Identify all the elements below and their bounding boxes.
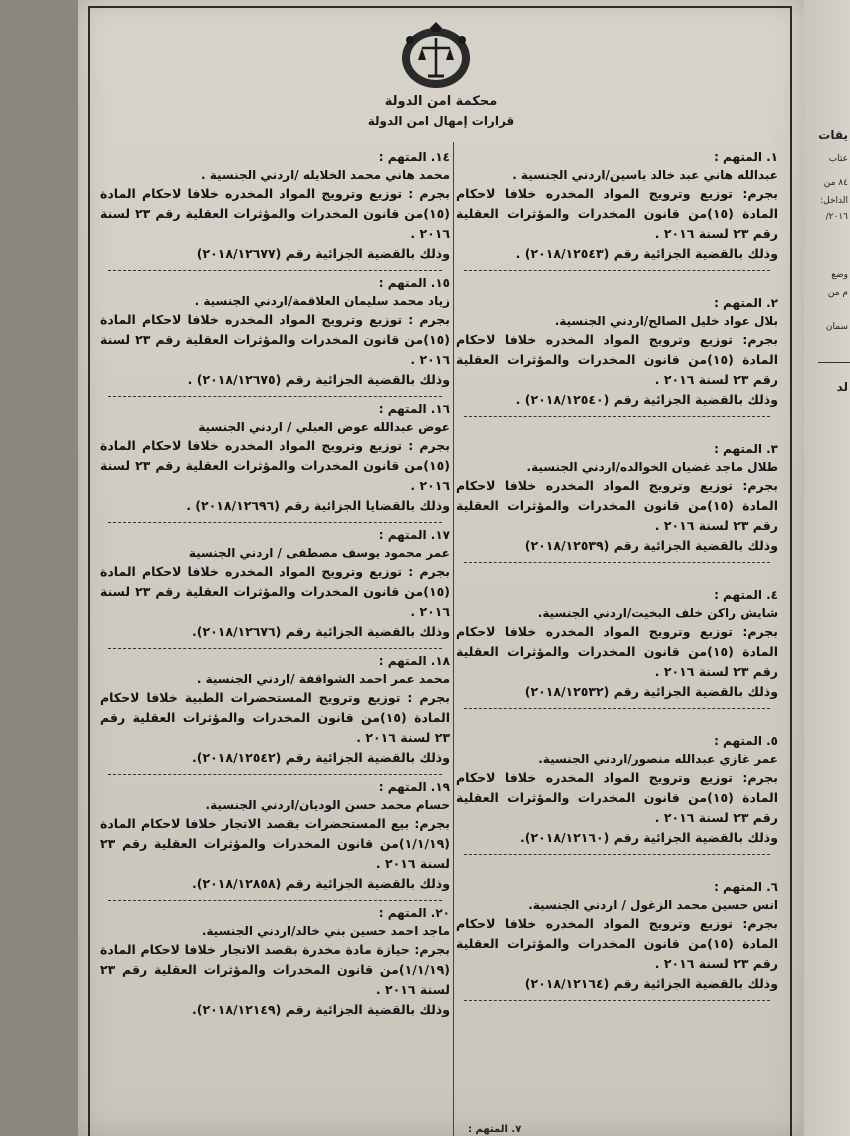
entry-case: وذلك بالقضية الجزائية رقم (٢٠١٨/١٢٥٤٠) . bbox=[515, 392, 778, 407]
entry-name: زياد محمد سليمان العلاقمة/اردني الجنسية . bbox=[194, 294, 450, 308]
column-divider bbox=[453, 142, 454, 1136]
strip-text: عتاب bbox=[828, 154, 848, 164]
entry-name: شايش راكن خلف البخيت/اردني الجنسية. bbox=[537, 606, 778, 620]
entry-case: وذلك بالقضية الجزائية رقم (٢٠١٨/١٢٥٣٢) bbox=[524, 684, 778, 699]
entry-number: ٢٠. المتهم : bbox=[378, 906, 450, 920]
entry-name: حسام محمد حسن الوديان/اردني الجنسية. bbox=[205, 798, 450, 812]
dashed-divider bbox=[464, 416, 770, 417]
entry-case: وذلك بالقضية الجزائية رقم (٢٠١٨/١٢٨٥٨). bbox=[191, 876, 450, 891]
entry-name: محمد هاني محمد الخلايله /اردني الجنسية . bbox=[200, 168, 450, 182]
entry-number: ٦. المتهم : bbox=[714, 880, 778, 894]
dashed-divider bbox=[108, 648, 442, 649]
dashed-divider bbox=[108, 522, 442, 523]
entry-case: وذلك بالقضية الجزائية رقم (٢٠١٨/١٢١٦٠). bbox=[519, 830, 778, 845]
entry-case: وذلك بالقضية الجزائية رقم (٢٠١٨/١٢١٦٤) bbox=[524, 976, 778, 991]
entry-case: وذلك بالقضية الجزائية رقم (٢٠١٨/١٢٥٤٣) . bbox=[515, 246, 778, 261]
court-subtitle: قرارات إمهال امن الدولة bbox=[367, 114, 515, 128]
entry-charge: بجرم: بيع المستحضرات بقصد الاتجار خلافا لاحكام المادة (١/١/١٩)من قانون المخدرات والمؤثرات العقلية رقم ٢٣ لسنة ٢٠١٦ . bbox=[100, 816, 450, 871]
entry-charge: بجرم: توزيع وترويج المواد المخدره خلافا لاحكام المادة (١٥)من قانون المخدرات والمؤثرات العقلية رقم ٢٣ لسنة ٢٠١٦ . bbox=[456, 624, 778, 679]
entry-case: وذلك بالقضية الجزائية رقم (٢٠١٨/١٢٦٧٦). bbox=[191, 624, 450, 639]
entry-number: ٢. المتهم : bbox=[714, 296, 778, 310]
entry-name: بلال عواد خليل الصالح/اردني الجنسية. bbox=[554, 314, 778, 328]
entry-number: ١٦. المتهم : bbox=[378, 402, 450, 416]
entry-name: عمر غازي عبدالله منصور/اردني الجنسية. bbox=[538, 752, 778, 766]
notice-entry bbox=[100, 274, 450, 394]
dashed-divider bbox=[464, 270, 770, 271]
entry-charge: بجرم : توزيع وترويج المواد المخدره خلافا لاحكام المادة (١٥)من قانون المخدرات والمؤثرات العقلية رقم ٢٣ لسنة ٢٠١٦ . bbox=[100, 564, 450, 619]
strip-text: م من bbox=[827, 288, 848, 298]
dashed-divider bbox=[464, 708, 770, 709]
dashed-divider bbox=[108, 396, 442, 397]
entry-charge: بجرم : توزيع وترويج المواد المخدره خلافا لاحكام المادة (١٥)من قانون المخدرات والمؤثرات العقلية رقم ٢٣ لسنة ٢٠١٦ . bbox=[100, 186, 450, 241]
dashed-divider bbox=[108, 774, 442, 775]
notice-entry bbox=[100, 652, 450, 772]
entry-charge: بجرم : توزيع وترويج المواد المخدره خلافا لاحكام المادة (١٥)من قانون المخدرات والمؤثرات العقلية رقم ٢٣ لسنة ٢٠١٦ . bbox=[100, 312, 450, 367]
entry-name: محمد عمر احمد الشواقفة /اردني الجنسية . bbox=[196, 672, 450, 686]
entry-case: وذلك بالقضية الجزائية رقم (٢٠١٨/١٢٦٧٧) bbox=[196, 246, 450, 261]
entry-name: عوض عبدالله عوض العبلي / اردني الجنسية bbox=[198, 420, 450, 434]
entry-charge: بجرم: توزيع وترويج المواد المخدره خلافا لاحكام المادة (١٥)من قانون المخدرات والمؤثرات العقلية رقم ٢٣ لسنة ٢٠١٦ . bbox=[456, 186, 778, 241]
strip-text: يقات bbox=[818, 128, 848, 142]
notice-entry bbox=[456, 148, 778, 288]
entry-charge: بجرم: توزيع وترويج المواد المخدره خلافا لاحكام المادة (١٥)من قانون المخدرات والمؤثرات العقلية رقم ٢٣ لسنة ٢٠١٦ . bbox=[456, 478, 778, 533]
notice-entry bbox=[456, 878, 778, 1018]
entry-charge: بجرم: توزيع وترويج المواد المخدره خلافا لاحكام المادة (١٥)من قانون المخدرات والمؤثرات العقلية رقم ٢٣ لسنة ٢٠١٦ . bbox=[456, 770, 778, 825]
notice-entry bbox=[100, 904, 450, 1024]
dashed-divider bbox=[108, 270, 442, 271]
entry-number: ٥. المتهم : bbox=[714, 734, 778, 748]
entry-charge: بجرم : توزيع وترويج المواد المخدره خلافا لاحكام المادة (١٥)من قانون المخدرات والمؤثرات العقلية رقم ٢٣ لسنة ٢٠١٦ . bbox=[100, 438, 450, 493]
strip-text: الداخل: bbox=[820, 196, 848, 206]
court-emblem-icon bbox=[396, 20, 476, 92]
newspaper-page bbox=[78, 0, 804, 1136]
entry-number: ١٥. المتهم : bbox=[378, 276, 450, 290]
entry-number: ١٧. المتهم : bbox=[378, 528, 450, 542]
entry-charge: بجرم: توزيع وترويج المواد المخدره خلافا لاحكام المادة (١٥)من قانون المخدرات والمؤثرات العقلية رقم ٢٣ لسنة ٢٠١٦ . bbox=[456, 916, 778, 971]
dashed-divider bbox=[464, 854, 770, 855]
notice-entry bbox=[100, 400, 450, 520]
left-column bbox=[100, 148, 450, 1030]
entry-name: عمر محمود يوسف مصطفى / اردني الجنسية bbox=[188, 546, 450, 560]
notice-entry bbox=[456, 586, 778, 726]
entry-number: ٣. المتهم : bbox=[714, 442, 778, 456]
notice-entry bbox=[456, 294, 778, 434]
strip-text: ٢٠١٦/ bbox=[825, 212, 848, 222]
strip-text: سمان bbox=[825, 322, 848, 332]
entry-case: وذلك بالقضية الجزائية رقم (٢٠١٨/١٢٦٧٥) . bbox=[187, 372, 450, 387]
entry-charge: بجرم : توزيع وترويج المستحضرات الطبية خلافا لاحكام المادة (١٥)من قانون المخدرات والمؤثرات العقلية رقم ٢٣ لسنة ٢٠١٦ . bbox=[100, 690, 450, 745]
dashed-divider bbox=[464, 1000, 770, 1001]
entry-number: ١٤. المتهم : bbox=[378, 150, 450, 164]
entry-name: ماجد احمد حسين بني خالد/اردني الجنسية. bbox=[201, 924, 450, 938]
dashed-divider bbox=[464, 562, 770, 563]
notice-entry bbox=[456, 440, 778, 580]
strip-text: لد bbox=[836, 380, 848, 394]
next-entry-fragment: ٧. المتهم : bbox=[468, 1124, 522, 1135]
notice-entry bbox=[456, 732, 778, 872]
entry-charge: بجرم: توزيع وترويج المواد المخدره خلافا لاحكام المادة (١٥)من قانون المخدرات والمؤثرات العقلية رقم ٢٣ لسنة ٢٠١٦ . bbox=[456, 332, 778, 387]
entry-case: وذلك بالقضايا الجزائية رقم (٢٠١٨/١٢٦٩٦) . bbox=[186, 498, 450, 513]
entry-number: ١٨. المتهم : bbox=[378, 654, 450, 668]
strip-text: وضع bbox=[831, 270, 848, 280]
entry-charge: بجرم: حيازة مادة مخدرة بقصد الاتجار خلافا لاحكام المادة (١/١/١٩)من قانون المخدرات والمؤثرات العقلية رقم ٢٣ لسنة ٢٠١٦ . bbox=[100, 942, 450, 997]
adjacent-page-strip bbox=[804, 0, 850, 1136]
entry-name: عبدالله هاني عبد خالد ياسين/اردني الجنسية . bbox=[512, 168, 778, 182]
notice-entry bbox=[100, 526, 450, 646]
entry-case: وذلك بالقضية الجزائية رقم (٢٠١٨/١٢١٤٩). bbox=[191, 1002, 450, 1017]
strip-text: ٨٤ من bbox=[823, 178, 848, 188]
entry-name: انس حسين محمد الزغول / اردني الجنسية. bbox=[528, 898, 778, 912]
entry-number: ٤. المتهم : bbox=[714, 588, 778, 602]
entry-name: طلال ماجد غضيان الخوالده/اردني الجنسية. bbox=[526, 460, 778, 474]
strip-rule bbox=[818, 362, 850, 363]
notice-entry bbox=[100, 148, 450, 268]
entry-case: وذلك بالقضية الجزائية رقم (٢٠١٨/١٢٥٤٢). bbox=[191, 750, 450, 765]
court-title: محكمة امن الدولة bbox=[384, 94, 498, 109]
entry-number: ١٩. المتهم : bbox=[378, 780, 450, 794]
dashed-divider bbox=[108, 900, 442, 901]
entry-number: ١. المتهم : bbox=[714, 150, 778, 164]
notice-entry bbox=[100, 778, 450, 898]
right-column bbox=[456, 148, 778, 1024]
entry-case: وذلك بالقضية الجزائية رقم (٢٠١٨/١٢٥٣٩) bbox=[524, 538, 778, 553]
